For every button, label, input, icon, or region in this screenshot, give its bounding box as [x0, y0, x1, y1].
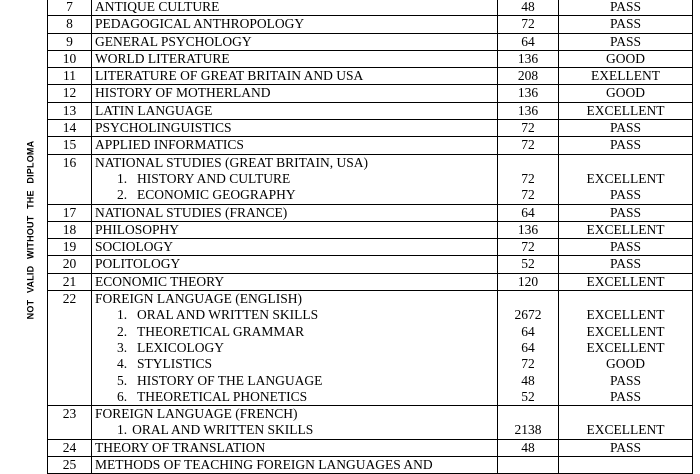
sub-subject-index: 1. — [117, 307, 128, 323]
sub-subject — [95, 389, 497, 405]
subject-name: APPLIED INFORMATICS — [95, 137, 244, 153]
table-row — [48, 0, 693, 16]
subject-cell — [92, 0, 498, 16]
subject-name: SOCIOLOGY — [95, 239, 174, 255]
table-row — [48, 273, 693, 290]
sub-subject — [95, 356, 497, 372]
grades-table — [47, 0, 693, 474]
sub-subject — [95, 373, 497, 389]
hours-cell — [498, 457, 559, 474]
table-row — [48, 85, 693, 102]
subject-cell — [92, 291, 498, 406]
subject-name: NATIONAL STUDIES (FRANCE) — [95, 204, 288, 220]
sub-hours: 72 — [521, 356, 535, 372]
hours-cell: 120 — [498, 273, 559, 290]
sub-subject-index: 2. — [117, 187, 128, 203]
subject-name: POLITOLOGY — [95, 256, 181, 272]
sub-subject-name: ORAL AND WRITTEN SKILLS — [137, 307, 319, 323]
sub-hours: 72 — [521, 170, 535, 186]
subject-cell — [92, 256, 498, 273]
row-number: 22 — [48, 291, 92, 406]
grade-cell: PASS — [559, 16, 693, 33]
hours-cell: 72 — [498, 120, 559, 137]
subject-cell — [92, 102, 498, 119]
table-row — [48, 33, 693, 50]
sub-subject-name: ECONOMIC GEOGRAPHY — [137, 187, 296, 203]
grade-cell: GOOD — [559, 85, 693, 102]
row-number: 25 — [48, 457, 92, 474]
grade-cell: PASS — [559, 239, 693, 256]
grade-cell: PASS — [559, 33, 693, 50]
row-number: 21 — [48, 273, 92, 290]
subject-cell — [92, 439, 498, 456]
sub-subject-index: 5. — [117, 372, 128, 388]
table-row — [48, 154, 693, 204]
sub-hours: 48 — [521, 372, 535, 388]
subject-cell — [92, 137, 498, 154]
row-number: 23 — [48, 406, 92, 440]
hours-cell — [498, 154, 559, 204]
subject-cell — [92, 221, 498, 238]
sub-subject-index: 6. — [117, 388, 128, 404]
sub-subject — [95, 187, 497, 203]
hours-cell: 64 — [498, 33, 559, 50]
hours-cell: 72 — [498, 137, 559, 154]
row-number: 13 — [48, 102, 92, 119]
grade-cell: EXELLENT — [559, 68, 693, 85]
subject-cell — [92, 50, 498, 67]
sub-hours: 64 — [521, 323, 535, 339]
hours-cell: 136 — [498, 221, 559, 238]
row-number: 18 — [48, 221, 92, 238]
grade-cell: EXCELLENT — [559, 221, 693, 238]
sub-subject — [95, 422, 497, 438]
row-number: 17 — [48, 204, 92, 221]
subject-name: WORLD LITERATURE — [95, 50, 230, 66]
subject-name: ANTIQUE CULTURE — [95, 0, 220, 14]
row-number: 12 — [48, 85, 92, 102]
grade-cell: EXCELLENT — [559, 102, 693, 119]
row-number: 7 — [48, 0, 92, 16]
sub-grade: GOOD — [606, 356, 645, 372]
row-number: 15 — [48, 137, 92, 154]
subject-name: GENERAL PSYCHOLOGY — [95, 33, 252, 49]
grade-cell: PASS — [559, 137, 693, 154]
subject-cell — [92, 273, 498, 290]
sub-subject-name: STYLISTICS — [137, 356, 213, 372]
sub-grade: EXCELLENT — [586, 323, 665, 339]
subject-name: LATIN LANGUAGE — [95, 102, 213, 118]
hours-cell — [498, 291, 559, 406]
sub-subject-index: 2. — [117, 323, 128, 339]
sub-subject-name: LEXICOLOGY — [137, 339, 224, 355]
sub-hours: 52 — [521, 388, 535, 404]
row-number: 16 — [48, 154, 92, 204]
sub-subject-name: HISTORY OF THE LANGUAGE — [137, 372, 323, 388]
sub-subject-index: 3. — [117, 339, 128, 355]
table-row — [48, 50, 693, 67]
subject-name: PEDAGOGICAL ANTHROPOLOGY — [95, 16, 305, 32]
sub-subject-name: HISTORY AND CULTURE — [137, 170, 291, 186]
row-number: 14 — [48, 120, 92, 137]
table-row — [48, 204, 693, 221]
row-number: 8 — [48, 16, 92, 33]
subject-cell — [92, 239, 498, 256]
table-row — [48, 16, 693, 33]
sub-grade: PASS — [609, 372, 642, 388]
table-row — [48, 457, 693, 474]
table-row — [48, 406, 693, 440]
subject-name: FOREIGN LANGUAGE (ENGLISH) — [95, 291, 302, 307]
subject-name: LITERATURE OF GREAT BRITAIN AND USA — [95, 68, 364, 84]
sub-subject-index: 4. — [117, 356, 128, 372]
subject-name: NATIONAL STUDIES (GREAT BRITAIN, USA) — [95, 154, 369, 170]
subject-cell — [92, 406, 498, 440]
sub-grade: PASS — [609, 388, 642, 404]
subject-name: HISTORY OF MOTHERLAND — [95, 85, 271, 101]
table-row — [48, 120, 693, 137]
table-row — [48, 137, 693, 154]
row-number: 9 — [48, 33, 92, 50]
hours-cell: 48 — [498, 439, 559, 456]
sub-grade: EXCELLENT — [586, 307, 665, 323]
grade-cell — [559, 154, 693, 204]
row-number: 10 — [48, 50, 92, 67]
hours-cell: 208 — [498, 68, 559, 85]
hours-cell: 136 — [498, 102, 559, 119]
table-row — [48, 102, 693, 119]
sub-grade: EXCELLENT — [586, 170, 665, 186]
sub-hours: 2672 — [514, 307, 542, 323]
subject-name: FOREIGN LANGUAGE (FRENCH) — [95, 406, 298, 422]
grade-cell — [559, 291, 693, 406]
sub-subject — [95, 171, 497, 187]
subject-name: ECONOMIC THEORY — [95, 273, 225, 289]
subject-cell — [92, 457, 498, 474]
hours-cell: 136 — [498, 50, 559, 67]
sub-grade: EXCELLENT — [586, 422, 665, 438]
sub-subject — [95, 324, 497, 340]
subject-cell — [92, 204, 498, 221]
hours-cell — [498, 406, 559, 440]
hours-cell: 64 — [498, 204, 559, 221]
sub-grade: PASS — [609, 187, 642, 203]
grade-cell: GOOD — [559, 50, 693, 67]
subject-cell — [92, 154, 498, 204]
grades-body — [48, 0, 693, 474]
hours-cell: 136 — [498, 85, 559, 102]
row-number: 19 — [48, 239, 92, 256]
table-row — [48, 68, 693, 85]
table-row — [48, 439, 693, 456]
sub-grade: EXCELLENT — [586, 339, 665, 355]
grade-cell: EXCELLENT — [559, 273, 693, 290]
grade-cell: PASS — [559, 256, 693, 273]
subject-cell — [92, 16, 498, 33]
sub-hours: 72 — [521, 187, 535, 203]
subject-cell — [92, 33, 498, 50]
sub-subject-name: ORAL AND WRITTEN SKILLS — [132, 422, 314, 438]
sub-hours: 64 — [521, 339, 535, 355]
grade-cell: PASS — [559, 439, 693, 456]
sub-hours: 2138 — [514, 422, 542, 438]
hours-cell: 48 — [498, 0, 559, 16]
subject-cell — [92, 68, 498, 85]
subject-cell — [92, 85, 498, 102]
side-note-text: NOT VALID WITHOUT THE DIPLOMA — [25, 140, 35, 320]
row-number: 11 — [48, 68, 92, 85]
table-row — [48, 291, 693, 406]
sub-subject-name: THEORETICAL PHONETICS — [137, 388, 308, 404]
table-row — [48, 239, 693, 256]
hours-cell: 72 — [498, 16, 559, 33]
grade-cell — [559, 406, 693, 440]
subject-name: METHODS OF TEACHING FOREIGN LANGUAGES AND — [95, 457, 433, 473]
sub-subject-index: 1. — [117, 422, 128, 438]
subject-cell — [92, 120, 498, 137]
grade-cell: PASS — [559, 204, 693, 221]
grade-cell: PASS — [559, 0, 693, 16]
subject-name: PHILOSOPHY — [95, 221, 180, 237]
grade-cell: PASS — [559, 120, 693, 137]
sub-subject-name: THEORETICAL GRAMMAR — [137, 323, 305, 339]
sub-subject — [95, 340, 497, 356]
grade-cell — [559, 457, 693, 474]
sub-subject — [95, 307, 497, 323]
sub-subject-index: 1. — [117, 170, 128, 186]
hours-cell: 72 — [498, 239, 559, 256]
table-row — [48, 256, 693, 273]
table-row — [48, 221, 693, 238]
hours-cell: 52 — [498, 256, 559, 273]
subject-name: THEORY OF TRANSLATION — [95, 439, 266, 455]
subject-name: PSYCHOLINGUISTICS — [95, 120, 232, 136]
row-number: 20 — [48, 256, 92, 273]
row-number: 24 — [48, 439, 92, 456]
